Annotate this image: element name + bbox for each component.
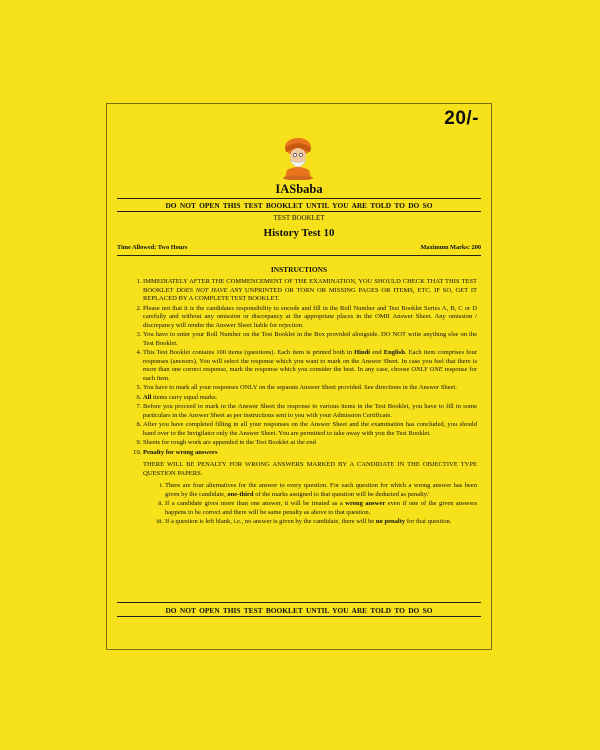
instruction-item: 4. This Test Booklet contains 100 items (questions). Each item is printed both in Hindi end English. Each item comprises four responses (answers). You will select the response which you want to mark on the Answer Sheet. In case you feel that there is more than one correct response, mark the response which you consider the best. In any case, choose ONLY ONE response for each item. xyxy=(143,349,477,383)
exam-meta-row xyxy=(117,244,481,251)
test-title: History Test 10 xyxy=(263,227,335,239)
instruction-item: 1. IMMEDIATELY AFTER THE COMMENCEMENT OF THE EXAMINATION, YOU SHOULD CHECK THAT THIS TEST BOOKLET DOES NOT HAVE ANY UNPRINTED OR TORN OR MISSING PAGES OR ITEMS, ETC. IF SO, GET IT REPLACED BY A COMPLETE TEST BOOKLET. xyxy=(143,278,477,304)
divider xyxy=(117,255,481,256)
instructions-heading: INSTRUCTIONS xyxy=(270,265,328,274)
instruction-item: 3. You have to enter your Roll Number on the Test Booklet in the Box provided alongside. DO NOT write anything else on the Test Booklet. xyxy=(143,331,477,348)
divider xyxy=(117,198,481,199)
booklet-subheading: TEST BOOKLET xyxy=(273,214,325,222)
bottom-warning: DO NOT OPEN THIS TEST BOOKLET UNTIL YOU ARE TOLD TO DO SO xyxy=(165,606,433,615)
iasbaba-logo-icon xyxy=(277,134,319,180)
instruction-item: 5. You have to mark all your responses ONLY on the separate Answer Sheet provided. See directions in the Answer Sheet. xyxy=(143,384,477,393)
instruction-item: 7. Before you proceed to mark in the Answer Sheet the response to various items in the Test Booklet, you have to fill in some particulars in the Answer Sheet as per instructions sent to you with your Admission Certificate. xyxy=(143,403,477,420)
test-booklet-cover xyxy=(106,103,492,650)
divider xyxy=(117,211,481,212)
penalty-point: ii. If a candidate gives more than one answer, it will be treated as a wrong answer even if one of the given answers happens to be correct and there will be same penalty as above to that question. xyxy=(165,500,477,517)
penalty-point: i. There are four alternatives for the answer to every question. For each question for which a wrong answer has been given by the candidate, one-third of the marks assigned to that question will be deducted as penalty.' xyxy=(165,482,477,499)
penalty-list xyxy=(143,482,477,527)
instruction-item: 10. Penalty for wrong answers THERE WILL BE PENALTY FOR WRONG ANSWERS MARKED BY A CANDIDATE IN THE OBJECTIVE TYPE QUESTION PAPERS. i. There are four alternatives for the answer to every question. For each question for which a wrong answer has been given by the candidate, one-third of the marks assigned to that question will be deducted as penalty.' ii. If a candidate gives more than one answer, it will be treated as a wrong answer even if one of the given answers happens to be correct and there will be same penalty as above to that question. iii. If a question is left blank, i.e., no answer is given by the candidate, there will be no penalty for that question. xyxy=(143,449,477,527)
instruction-item: 9. Sheets for rough work are appended in the Test Booklet at the end xyxy=(143,439,477,448)
penalty-point: iii. If a question is left blank, i.e., no answer is given by the candidate, there will be no penalty for that question. xyxy=(165,518,477,527)
penalty-intro: THERE WILL BE PENALTY FOR WRONG ANSWERS MARKED BY A CANDIDATE IN THE OBJECTIVE TYPE QUESTION PAPERS. xyxy=(143,461,477,477)
price-label: 20/- xyxy=(444,108,479,129)
instructions-list xyxy=(121,278,477,528)
instruction-item: 6. All items carry equal marks. xyxy=(143,394,477,403)
maximum-marks: Maximum Marks: 200 xyxy=(420,244,481,251)
divider xyxy=(117,616,481,617)
instruction-item: 8. After you have completed filling in all your responses on the Answer Sheet and the examination has concluded, you should hand over to the Invigilator only the Answer Sheet. You are permitted to take away with you the Test Booklet. xyxy=(143,421,477,438)
instruction-item: 2. Please not that it is the candidates responsibility to encode and fill in the Roll Number and Test Booklet Series A, B, C or D carefully and without any omission or discrepancy at the appropriate places in the OMR Answer Sheet. Any omission / discrepancy will render the Answer Sheet liable for rejection. xyxy=(143,305,477,331)
brand-name: IASbaba xyxy=(275,182,323,196)
time-allowed: Time Allowed: Two Hours xyxy=(117,244,188,251)
divider xyxy=(117,602,481,603)
top-warning: DO NOT OPEN THIS TEST BOOKLET UNTIL YOU ARE TOLD TO DO SO xyxy=(165,201,433,210)
